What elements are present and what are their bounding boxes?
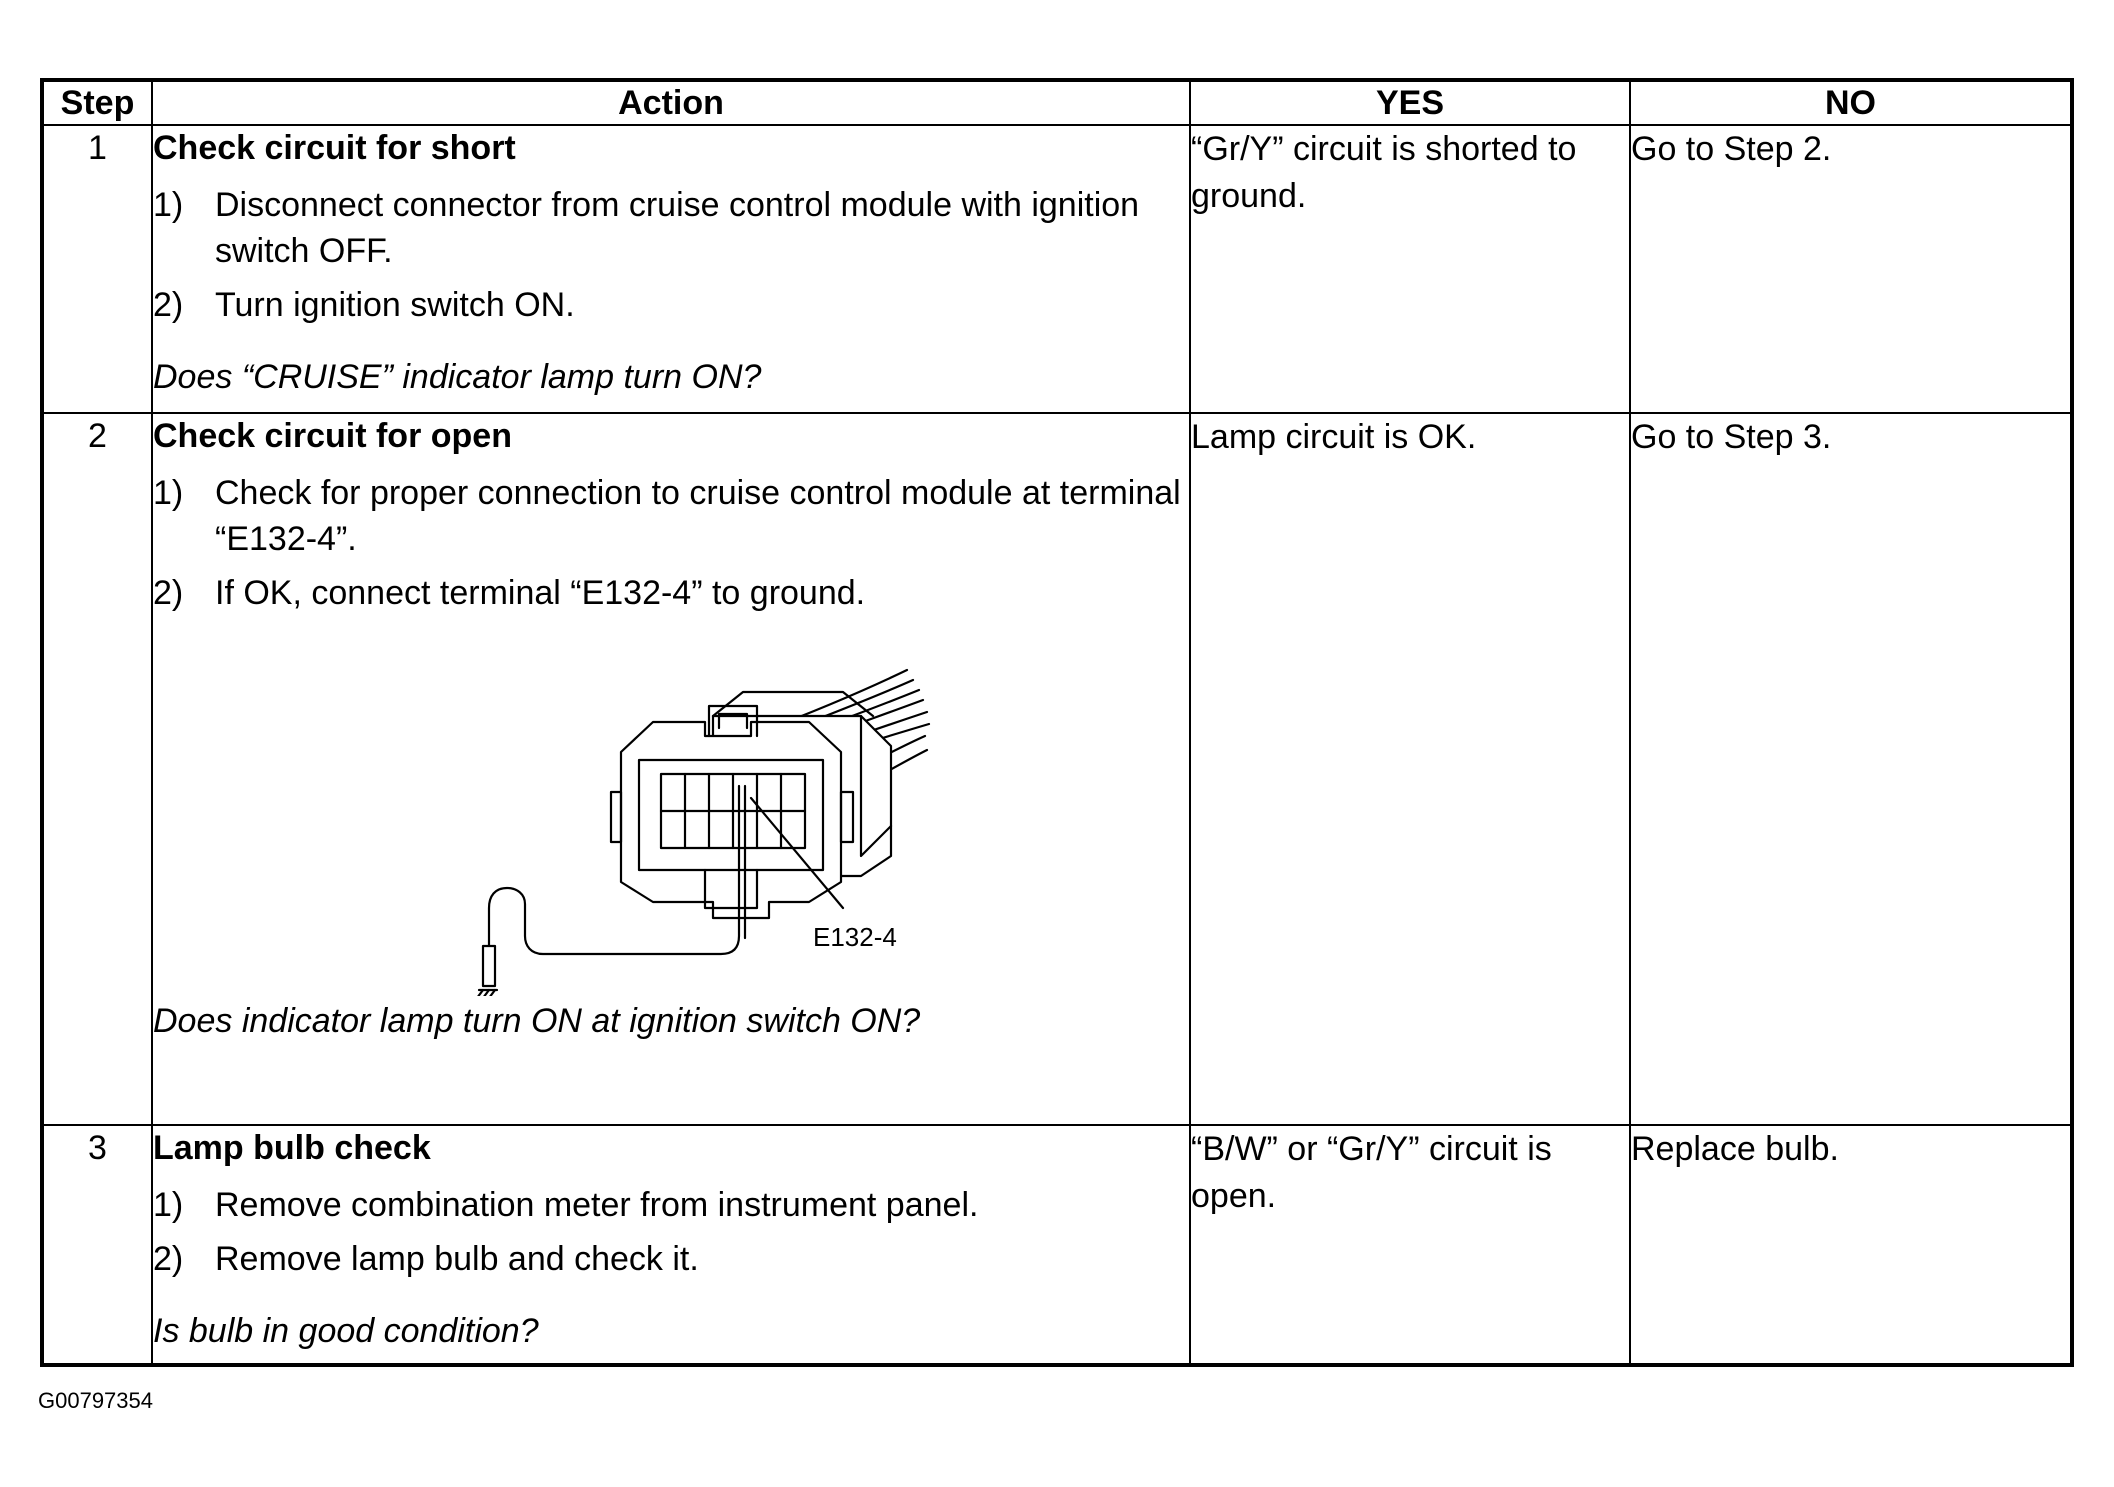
- no-result: Replace bulb.: [1630, 1125, 2072, 1365]
- substep-number: 2): [153, 1240, 184, 1278]
- substep: [153, 570, 1189, 616]
- header-step: Step: [42, 80, 152, 125]
- step-title: Check circuit for open: [153, 417, 512, 455]
- substep: [153, 1236, 1189, 1282]
- action-cell: [152, 413, 1190, 1125]
- header-no: NO: [1630, 80, 2072, 125]
- step-title: Check circuit for short: [153, 129, 516, 167]
- substep: [153, 282, 1189, 328]
- substep-text: Remove combination meter from instrument panel.: [215, 1186, 979, 1224]
- step-question: Does “CRUISE” indicator lamp turn ON?: [153, 358, 762, 396]
- terminal-label: E132-4: [813, 922, 897, 952]
- step-number: 2: [42, 413, 152, 1125]
- substep: [153, 470, 1189, 562]
- table-row: [42, 125, 2072, 413]
- substep-number: 2): [153, 286, 184, 324]
- step-title: Lamp bulb check: [153, 1129, 431, 1167]
- header-action: Action: [152, 80, 1190, 125]
- header-yes: YES: [1190, 80, 1630, 125]
- connector-ground-diagram: [153, 656, 1173, 996]
- substep-text: If OK, connect terminal “E132-4” to ground.: [215, 574, 866, 612]
- substep-text: Check for proper connection to cruise control module at terminal “E132-4”.: [215, 474, 1181, 558]
- ground-symbol: [477, 990, 497, 996]
- step-question: Is bulb in good condition?: [153, 1312, 539, 1350]
- action-cell: [152, 1125, 1190, 1365]
- substep: [153, 1182, 1189, 1228]
- substep-text: Disconnect connector from cruise control module with ignition switch OFF.: [215, 186, 1140, 270]
- no-result: Go to Step 3.: [1630, 413, 2072, 1125]
- action-cell: [152, 125, 1190, 413]
- substep-number: 1): [153, 186, 184, 224]
- yes-result: “Gr/Y” circuit is shorted to ground.: [1190, 125, 1630, 413]
- no-result: Go to Step 2.: [1630, 125, 2072, 413]
- step-number: 3: [42, 1125, 152, 1365]
- step-question: Does indicator lamp turn ON at ignition switch ON?: [153, 1002, 921, 1040]
- yes-result: Lamp circuit is OK.: [1190, 413, 1630, 1125]
- table-row: [42, 1125, 2072, 1365]
- diagnostic-table: [40, 78, 2074, 1367]
- substep-text: Turn ignition switch ON.: [215, 286, 575, 324]
- substep: [153, 182, 1189, 274]
- yes-result: “B/W” or “Gr/Y” circuit is open.: [1190, 1125, 1630, 1365]
- step-number: 1: [42, 125, 152, 413]
- substep-number: 1): [153, 474, 184, 512]
- table-header-row: [42, 80, 2072, 125]
- figure-code: G00797354: [38, 1388, 153, 1413]
- table-row: [42, 413, 2072, 1125]
- substep-number: 1): [153, 1186, 184, 1224]
- substep-text: Remove lamp bulb and check it.: [215, 1240, 699, 1278]
- substep-number: 2): [153, 574, 184, 612]
